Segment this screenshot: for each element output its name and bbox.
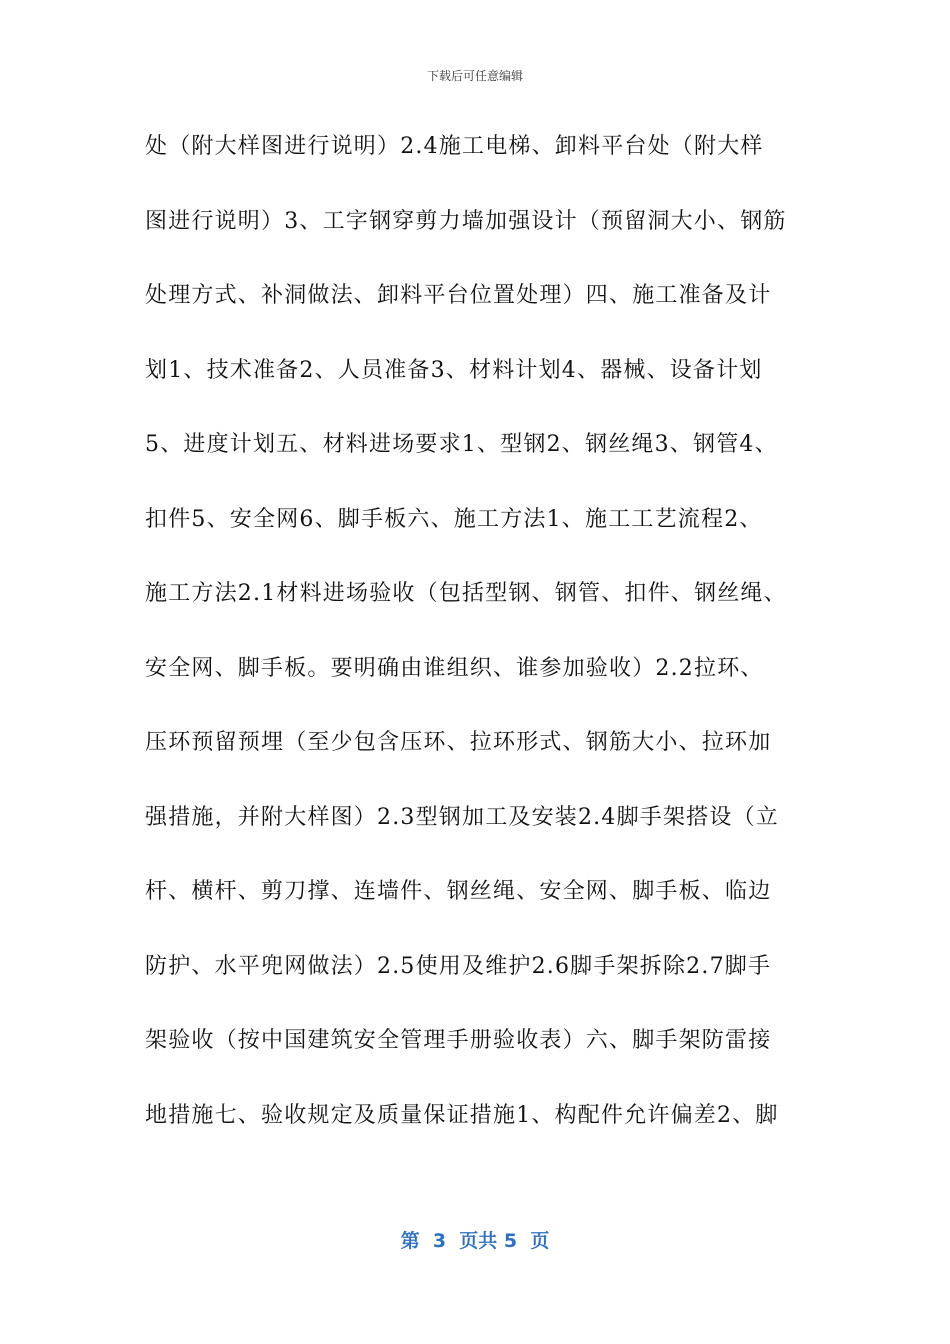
text-line: 杆、横杆、剪刀撑、连墙件、钢丝绳、安全网、脚手板、临边 xyxy=(145,879,772,904)
text-line: 处理方式、补洞做法、卸料平台位置处理）四、施工准备及计 xyxy=(145,283,772,308)
text-line: 强措施，并附大样图）2.3型钢加工及安装2.4脚手架搭设（立 xyxy=(145,804,779,830)
text-line: 扣件5、安全网6、脚手板六、施工方法1、施工工艺流程2、 xyxy=(145,506,763,532)
text-line: 划1、技术准备2、人员准备3、材料计划4、器械、设备计划 xyxy=(145,357,763,383)
text-line: 防护、水平兜网做法）2.5使用及维护2.6脚手架拆除2.7脚手 xyxy=(145,953,772,979)
page-number-footer: 第 3 页共 5 页 xyxy=(400,1230,550,1252)
text-line: 5、进度计划五、材料进场要求1、型钢2、钢丝绳3、钢管4、 xyxy=(145,432,778,457)
document-body xyxy=(145,124,810,1167)
text-line: 处（附大样图进行说明）2.4施工电梯、卸料平台处（附大样 xyxy=(145,134,764,159)
header-note: 下载后可任意编辑 xyxy=(426,69,523,83)
text-line: 架验收（按中国建筑安全管理手册验收表）六、脚手架防雷接 xyxy=(145,1028,772,1053)
text-line: 施工方法2.1材料进场验收（包括型钢、钢管、扣件、钢丝绳、 xyxy=(145,581,787,606)
text-line: 图进行说明）3、工字钢穿剪力墙加强设计（预留洞大小、钢筋 xyxy=(145,208,787,234)
text-line: 地措施七、验收规定及质量保证措施1、构配件允许偏差2、脚 xyxy=(145,1102,779,1128)
text-line: 压环预留预埋（至少包含压环、拉环形式、钢筋大小、拉环加 xyxy=(145,730,772,755)
text-line: 安全网、脚手板。要明确由谁组织、谁参加验收）2.2拉环、 xyxy=(145,655,764,681)
